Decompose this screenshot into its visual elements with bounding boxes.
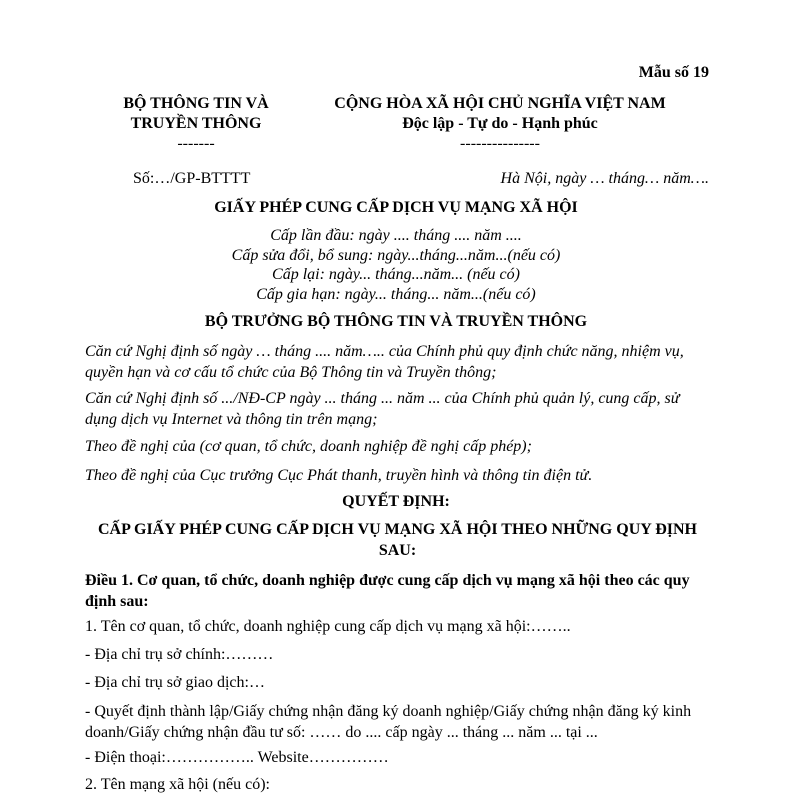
national-title (330, 94, 670, 134)
agency-line-2: TRUYỀN THÔNG (130, 115, 262, 132)
issue-date-amended: Cấp sửa đổi, bổ sung: ngày...tháng...năm...(nếu có) (231, 246, 561, 264)
article-item: - Quyết định thành lập/Giấy chứng nhận đăng ký doanh nghiệp/Giấy chứng nhận đăng ký kinh doanh/Giấy chứng nhận đầu tư số: …… do .... cấp ngày ... tháng ... năm ... tại ... (85, 703, 692, 741)
agency-line-1: BỘ THÔNG TIN VÀ (123, 95, 269, 112)
basis-paragraph: Căn cứ Nghị định số .../NĐ-CP ngày ... tháng ... năm ... của Chính phủ quản lý, cung cấp, sử dụng dịch vụ Internet và thông tin trên mạng; (85, 390, 680, 428)
decision-heading: QUYẾT ĐỊNH: (342, 493, 450, 510)
nation-separator: --------------- (460, 135, 540, 152)
article-item: - Địa chỉ trụ sở chính:……… (85, 646, 274, 663)
decision-subheading: CẤP GIẤY PHÉP CUNG CẤP DỊCH VỤ MẠNG XÃ HỘI THEO NHỮNG QUY ĐỊNH SAU: (98, 521, 697, 559)
article-item: - Địa chỉ trụ sở giao dịch:… (85, 674, 265, 691)
nation-motto: Độc lập - Tự do - Hạnh phúc (402, 115, 598, 132)
form-number: Mẫu số 19 (638, 64, 709, 81)
article-1-heading: Điều 1. Cơ quan, tổ chức, doanh nghiệp được cung cấp dịch vụ mạng xã hội theo các quy định sau: (85, 572, 690, 610)
document-title: GIẤY PHÉP CUNG CẤP DỊCH VỤ MẠNG XÃ HỘI (214, 199, 578, 216)
issue-date-extended: Cấp gia hạn: ngày... tháng... năm...(nếu có) (256, 285, 536, 303)
basis-paragraph: Theo đề nghị của Cục trưởng Cục Phát thanh, truyền hình và thông tin điện tử. (85, 467, 593, 484)
issue-date-reissued: Cấp lại: ngày... tháng...năm... (nếu có) (272, 266, 520, 283)
place-date: Hà Nội, ngày … tháng… năm…. (500, 170, 709, 187)
issuing-agency (96, 94, 296, 134)
agency-separator: ------- (177, 135, 215, 152)
issue-date-first: Cấp lần đầu: ngày .... tháng .... năm .... (270, 227, 522, 244)
article-item: 1. Tên cơ quan, tổ chức, doanh nghiệp cung cấp dịch vụ mạng xã hội:…….. (85, 618, 571, 635)
basis-paragraph: Căn cứ Nghị định số ngày … tháng .... năm….. của Chính phủ quy định chức năng, nhiệm vụ, quyền hạn và cơ cấu tổ chức của Bộ Thông tin và Truyền thông; (85, 343, 684, 381)
basis-paragraph: Theo đề nghị của (cơ quan, tổ chức, doanh nghiệp đề nghị cấp phép); (85, 438, 532, 455)
document-number: Số:…/GP-BTTTT (133, 170, 251, 187)
nation-name: CỘNG HÒA XÃ HỘI CHỦ NGHĨA VIỆT NAM (334, 95, 666, 112)
authority-heading: BỘ TRƯỞNG BỘ THÔNG TIN VÀ TRUYỀN THÔNG (204, 313, 588, 330)
issue-dates (0, 226, 792, 304)
article-item: - Điện thoại:…………….. Website…………… (85, 749, 389, 766)
article-item: 2. Tên mạng xã hội (nếu có): (85, 776, 270, 793)
